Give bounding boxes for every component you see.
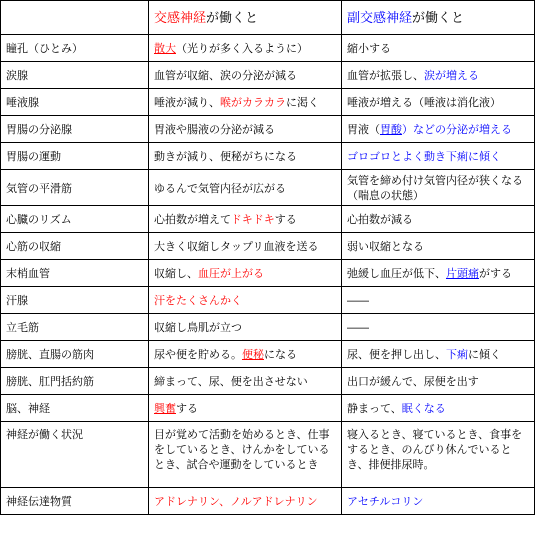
cell-text: 唾液が増える（唾液は消化液） <box>347 96 501 109</box>
table-row <box>1 206 535 233</box>
cell-text: 涙が増える <box>424 69 479 82</box>
cell-text: （光りが多く入るように） <box>176 42 308 55</box>
cell-text: に傾く <box>468 348 501 361</box>
cell-text: 散大 <box>154 42 176 55</box>
parasympathetic-cell <box>342 170 535 206</box>
cell-text: 興奮 <box>154 402 176 415</box>
sympathetic-cell <box>149 341 342 368</box>
parasympathetic-cell <box>342 314 535 341</box>
table-row <box>1 116 535 143</box>
row-label: 汗腺 <box>1 287 149 314</box>
sympathetic-cell <box>149 395 342 422</box>
sympathetic-cell <box>149 206 342 233</box>
cell-text: ゆるんで気管内径が広がる <box>154 181 286 195</box>
table-row <box>1 287 535 314</box>
table-row <box>1 422 535 488</box>
sympathetic-suffix: が働くと <box>206 10 259 26</box>
row-label: 脳、神経 <box>1 395 149 422</box>
parasympathetic-cell <box>342 341 535 368</box>
parasympathetic-cell <box>342 260 535 287</box>
table-row <box>1 233 535 260</box>
cell-text: ゴロゴロとよく動き下痢に傾く <box>347 150 501 163</box>
cell-text: 喉がカラカラ <box>220 96 286 109</box>
parasympathetic-cell <box>342 116 535 143</box>
cell-text: 目が覚めて活動を始めるとき、仕事をしているとき、けんかをしているとき、試合や運動をしているとき <box>154 428 330 471</box>
header-sympathetic <box>149 1 342 35</box>
cell-text: がする <box>479 267 512 280</box>
table-row <box>1 260 535 287</box>
sympathetic-cell <box>149 89 342 116</box>
header-corner-cell <box>1 1 149 35</box>
parasympathetic-label: 副交感神経 <box>347 10 413 26</box>
row-label: 末梢血管 <box>1 260 149 287</box>
cell-text: 大きく収縮しタップリ血液を送る <box>154 240 319 253</box>
table-row <box>1 314 535 341</box>
cell-text: 血圧が上がる <box>198 267 264 280</box>
cell-text: 便秘 <box>242 348 264 361</box>
cell-text: 心拍数が減る <box>347 213 413 226</box>
cell-text: 片頭痛 <box>446 267 479 280</box>
cell-text: 気管を締め付け気管内径が狭くなる（喘息の状態） <box>347 174 523 202</box>
cell-text: 締まって、尿、便を出させない <box>154 375 308 388</box>
header-parasympathetic <box>342 1 535 35</box>
parasympathetic-cell <box>342 233 535 260</box>
parasympathetic-cell <box>342 206 535 233</box>
table-row <box>1 395 535 422</box>
row-label: 立毛筋 <box>1 314 149 341</box>
cell-text: アセチルコリン <box>347 495 424 508</box>
parasympathetic-cell <box>342 35 535 62</box>
row-label: 胃腸の分泌腺 <box>1 116 149 143</box>
cell-text: 静まって、 <box>347 402 402 415</box>
cell-text: 尿、便を押し出し、 <box>347 348 446 361</box>
sympathetic-cell <box>149 422 342 488</box>
sympathetic-cell <box>149 488 342 515</box>
row-label: 胃腸の運動 <box>1 143 149 170</box>
row-label: 心臓のリズム <box>1 206 149 233</box>
row-label: 膀胱、直腸の筋肉 <box>1 341 149 368</box>
cell-text: 動きが減り、便秘がちになる <box>154 150 297 163</box>
cell-text: アドレナリン、ノルアドレナリン <box>154 495 318 508</box>
row-label: 膀胱、肛門括約筋 <box>1 368 149 395</box>
cell-text: 唾液が減り、 <box>154 96 220 109</box>
sympathetic-cell <box>149 287 342 314</box>
cell-text: する <box>176 402 198 415</box>
table-body <box>1 1 535 515</box>
cell-text: 胃液や腸液の分泌が減る <box>154 123 275 136</box>
row-label: 涙腺 <box>1 62 149 89</box>
cell-text: 縮小する <box>347 42 391 55</box>
sympathetic-cell <box>149 143 342 170</box>
row-label: 気管の平滑筋 <box>1 170 149 206</box>
cell-text: ）などの分泌が増える <box>402 123 512 136</box>
row-label: 心筋の収縮 <box>1 233 149 260</box>
parasympathetic-cell <box>342 89 535 116</box>
cell-text: 寝入るとき、寝ているとき、食事をするとき、のんびり休んでいるとき、排便排尿時。 <box>347 428 523 471</box>
cell-text: 収縮し、 <box>154 267 198 280</box>
cell-text: ドキドキ <box>230 213 275 226</box>
cell-text: ―― <box>347 294 369 307</box>
header-row <box>1 1 535 35</box>
cell-text: 胃液（ <box>347 123 380 136</box>
parasympathetic-cell <box>342 488 535 515</box>
cell-text: 弱い収縮となる <box>347 240 424 253</box>
cell-text: 下痢 <box>446 348 468 361</box>
sympathetic-cell <box>149 116 342 143</box>
parasympathetic-cell <box>342 62 535 89</box>
table-row <box>1 488 535 515</box>
table-row <box>1 35 535 62</box>
table-row <box>1 143 535 170</box>
sympathetic-cell <box>149 170 342 206</box>
parasympathetic-cell <box>342 287 535 314</box>
cell-text: に渇く <box>286 96 319 109</box>
parasympathetic-suffix: が働くと <box>412 10 465 26</box>
sympathetic-label: 交感神経 <box>154 10 207 26</box>
cell-text: 汗をたくさんかく <box>154 294 242 307</box>
parasympathetic-cell <box>342 422 535 488</box>
cell-text: 眠くなる <box>401 402 446 415</box>
sympathetic-cell <box>149 62 342 89</box>
cell-text: ―― <box>347 321 369 334</box>
cell-text: になる <box>264 348 297 361</box>
cell-text: 尿や便を貯める。 <box>154 348 242 361</box>
cell-text: 収縮し鳥肌が立つ <box>154 321 242 334</box>
cell-text: 胃酸 <box>380 123 402 136</box>
parasympathetic-cell <box>342 143 535 170</box>
sympathetic-cell <box>149 368 342 395</box>
sympathetic-cell <box>149 260 342 287</box>
cell-text: 血管が収縮、涙の分泌が減る <box>154 69 297 82</box>
row-label: 唾液腺 <box>1 89 149 116</box>
cell-text: 心拍数が増えて <box>154 213 231 226</box>
table-row <box>1 62 535 89</box>
table-row <box>1 89 535 116</box>
cell-text: 血管が拡張し、 <box>347 69 424 82</box>
cell-text: する <box>274 213 297 226</box>
parasympathetic-cell <box>342 368 535 395</box>
table-row <box>1 341 535 368</box>
sympathetic-cell <box>149 314 342 341</box>
cell-text: 出口が緩んで、尿便を出す <box>347 375 479 388</box>
parasympathetic-cell <box>342 395 535 422</box>
row-label: 神経伝達物質 <box>1 488 149 515</box>
table-row <box>1 368 535 395</box>
table-row <box>1 170 535 206</box>
sympathetic-cell <box>149 233 342 260</box>
row-label: 瞳孔（ひとみ） <box>1 35 149 62</box>
row-label: 神経が働く状況 <box>1 422 149 488</box>
cell-text: 弛緩し血圧が低下、 <box>347 267 446 280</box>
sympathetic-cell <box>149 35 342 62</box>
